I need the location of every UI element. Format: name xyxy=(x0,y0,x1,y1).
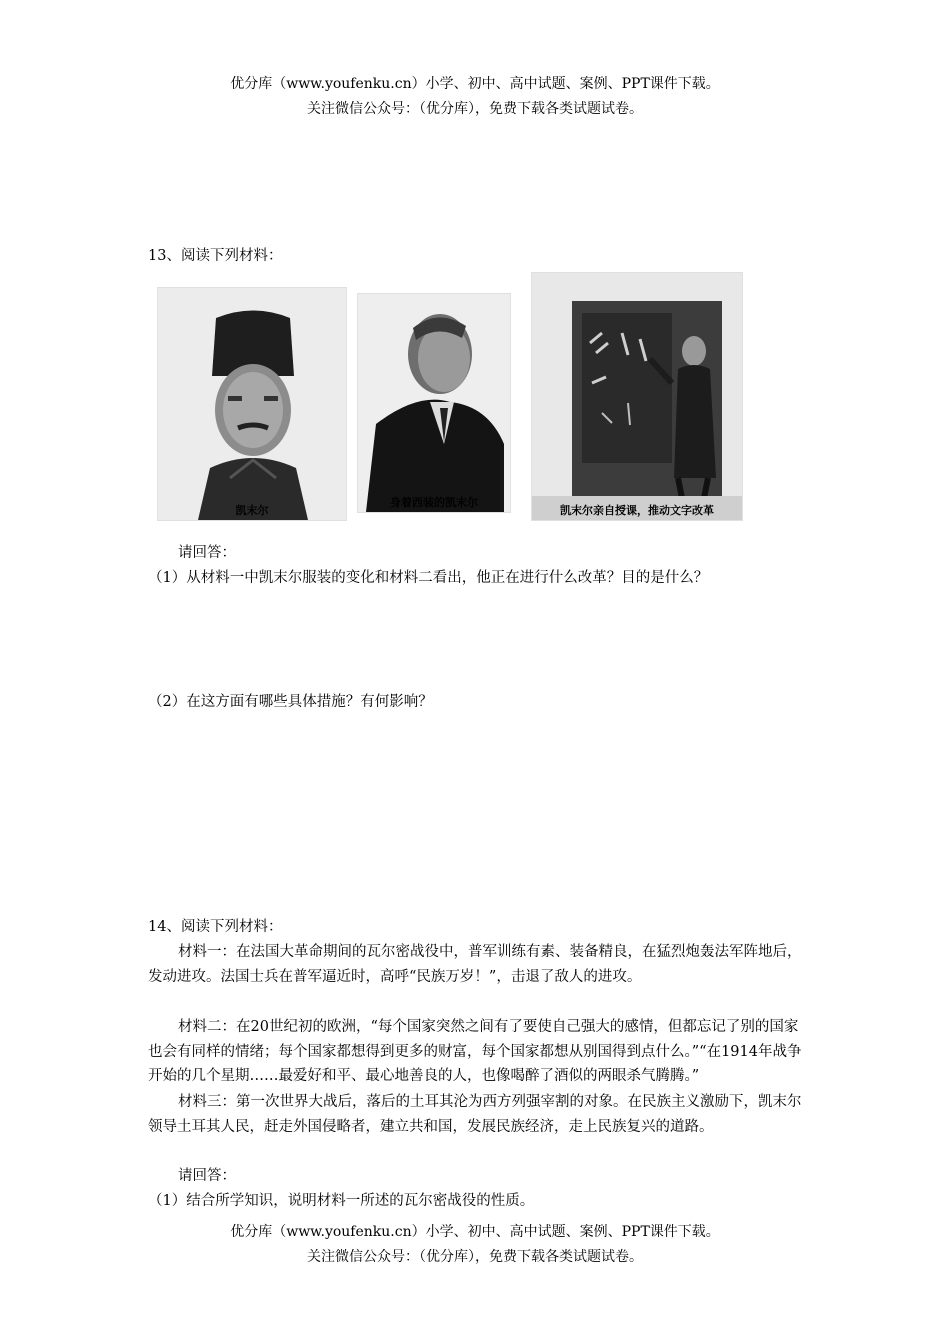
header-line-2: 关注微信公众号：（优分库），免费下载各类试题试卷。 xyxy=(307,101,643,117)
footer-line-1: 优分库（www.youfenku.cn）小学、初中、高中试题、案例、PPT课件下载。 xyxy=(230,1224,720,1240)
q14-material2: 材料二：在20世纪初的欧洲，“每个国家突然之间有了要使自己强大的感情，但都忘记了别的国家也会有同样的情绪；每个国家都想得到更多的财富，每个国家都想从别国得到点什么。”“在1914年战争开始的几个星期……最爱好和平、最心地善良的人，也像喝醉了酒似的两眼杀气腾腾。” xyxy=(148,1019,802,1084)
q14-title: 14、阅读下列材料： xyxy=(148,919,283,935)
kemal-suit-image xyxy=(358,294,510,512)
photo-kemal-suit xyxy=(357,293,511,513)
q13-title: 13、阅读下列材料： xyxy=(148,248,283,264)
q14-prompt: 请回答： xyxy=(178,1168,236,1184)
photo-kemal-uniform xyxy=(157,287,347,521)
footer-line-2: 关注微信公众号：（优分库），免费下载各类试题试卷。 xyxy=(307,1249,643,1265)
kemal-teaching-image xyxy=(532,273,742,520)
q13-prompt: 请回答： xyxy=(178,545,236,561)
q14-sub1: （1）结合所学知识，说明材料一所述的瓦尔密战役的性质。 xyxy=(148,1193,535,1209)
header-line-1: 优分库（www.youfenku.cn）小学、初中、高中试题、案例、PPT课件下载。 xyxy=(230,76,720,92)
q13-sub2: （2）在这方面有哪些具体措施？有何影响？ xyxy=(148,694,433,710)
q14-material3: 材料三：第一次世界大战后，落后的土耳其沦为西方列强宰割的对象。在民族主义激励下，凯末尔领导土耳其人民，赶走外国侵略者，建立共和国，发展民族经济，走上民族复兴的道路。 xyxy=(148,1094,802,1135)
q13-sub1: （1）从材料一中凯末尔服装的变化和材料二看出，他正在进行什么改革？目的是什么？ xyxy=(148,570,709,586)
q14-material1: 材料一：在法国大革命期间的瓦尔密战役中，普军训练有素、装备精良，在猛烈炮轰法军阵地后，发动进攻。法国士兵在普军逼近时，高呼“民族万岁！”，击退了敌人的进攻。 xyxy=(148,944,802,985)
photo2-caption: 身着西装的凯末尔 xyxy=(390,496,478,509)
photo1-caption: 凯末尔 xyxy=(235,504,269,517)
photo3-caption: 凯末尔亲自授课，推动文字改革 xyxy=(560,504,714,517)
photo-kemal-teaching xyxy=(531,272,743,521)
kemal-uniform-image xyxy=(158,288,346,520)
